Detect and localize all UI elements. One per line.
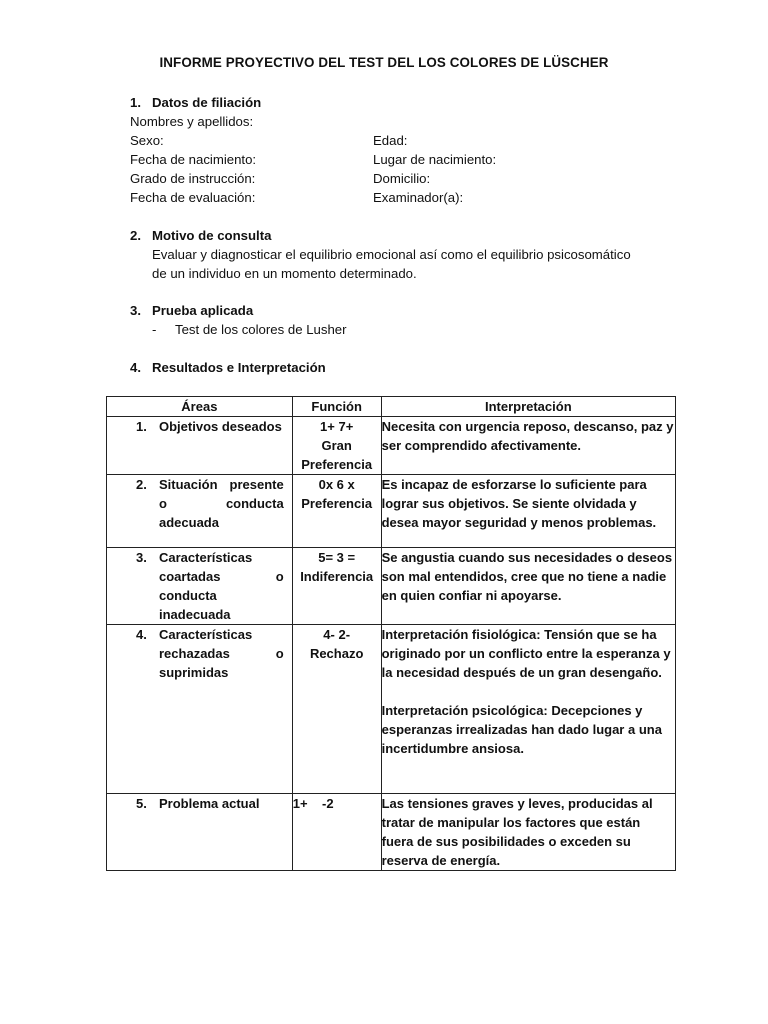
field-nombres: Nombres y apellidos:: [130, 114, 254, 129]
funcion-cell: 5= 3 = Indiferencia: [292, 548, 381, 625]
field-lugar-nacimiento: Lugar de nacimiento:: [373, 152, 497, 167]
interpretacion-cell: Es incapaz de esforzarse lo suficiente para lograr sus objetivos. Se siente olvidada y desea mayor seguridad y menos problemas.: [381, 475, 675, 548]
field-fecha-evaluacion: Fecha de evaluación:: [130, 190, 256, 205]
table-row: [107, 625, 676, 794]
funcion-cell: 4- 2- Rechazo: [292, 625, 381, 794]
table-row: [107, 794, 676, 871]
header-funcion: Función: [292, 397, 381, 417]
prueba-bullet: -: [152, 322, 157, 337]
motivo-line-1: Evaluar y diagnosticar el equilibrio emocional así como el equilibrio psicosomático: [152, 247, 631, 262]
field-edad: Edad:: [373, 133, 408, 148]
prueba-item: Test de los colores de Lusher: [175, 322, 347, 337]
results-table: [106, 396, 676, 871]
area-cell: 3. Características coartadas o conducta inadecuada: [107, 548, 293, 625]
table-row: [107, 417, 676, 475]
field-examinador: Examinador(a):: [373, 190, 464, 205]
area-cell: 2. Situación presente o conducta adecuada: [107, 475, 293, 548]
section-3-heading: 3. Prueba aplicada: [130, 303, 254, 318]
section-1-heading: 1. Datos de filiación: [130, 95, 262, 110]
funcion-cell: 1+ 7+ Gran Preferencia: [292, 417, 381, 475]
header-areas: Áreas: [107, 397, 293, 417]
funcion-cell: 0x 6 x Preferencia: [292, 475, 381, 548]
interpretacion-cell: Se angustia cuando sus necesidades o deseos son mal entendidos, cree que no tiene a nadie en quien confiar ni apoyarse.: [381, 548, 675, 625]
funcion-cell: 1+ -2: [292, 794, 381, 871]
interpretacion-cell: Las tensiones graves y leves, producidas al tratar de manipular los factores que están fuera de sus posibilidades o exceden su reserva de energía.: [381, 794, 675, 871]
area-cell: 1. Objetivos deseados: [107, 417, 293, 475]
field-sexo: Sexo:: [130, 133, 164, 148]
interpretacion-cell: Necesita con urgencia reposo, descanso, paz y ser comprendido afectivamente.: [381, 417, 675, 475]
section-4-heading: 4. Resultados e Interpretación: [130, 360, 326, 375]
field-grado-instruccion: Grado de instrucción:: [130, 171, 256, 186]
area-cell: 4. Características rechazadas o suprimidas: [107, 625, 293, 794]
header-interpretacion: Interpretación: [381, 397, 675, 417]
field-domicilio: Domicilio:: [373, 171, 431, 186]
area-cell: 5. Problema actual: [107, 794, 293, 871]
table-header-row: [107, 397, 676, 417]
document-title: INFORME PROYECTIVO DEL TEST DEL LOS COLORES DE LÜSCHER: [159, 55, 609, 70]
interpretacion-cell: Interpretación fisiológica: Tensión que se ha originado por un conflicto entre la esperanza y la necesidad después de un gran desengaño. Interpretación psicológica: Decepciones y esperanzas irrealizadas han dado lugar a una incertidumbre ansiosa.: [381, 625, 675, 794]
table-row: [107, 475, 676, 548]
table-row: [107, 548, 676, 625]
motivo-line-2: de un individuo en un momento determinado.: [152, 266, 417, 281]
field-fecha-nacimiento: Fecha de nacimiento:: [130, 152, 257, 167]
section-2-heading: 2. Motivo de consulta: [130, 228, 272, 243]
